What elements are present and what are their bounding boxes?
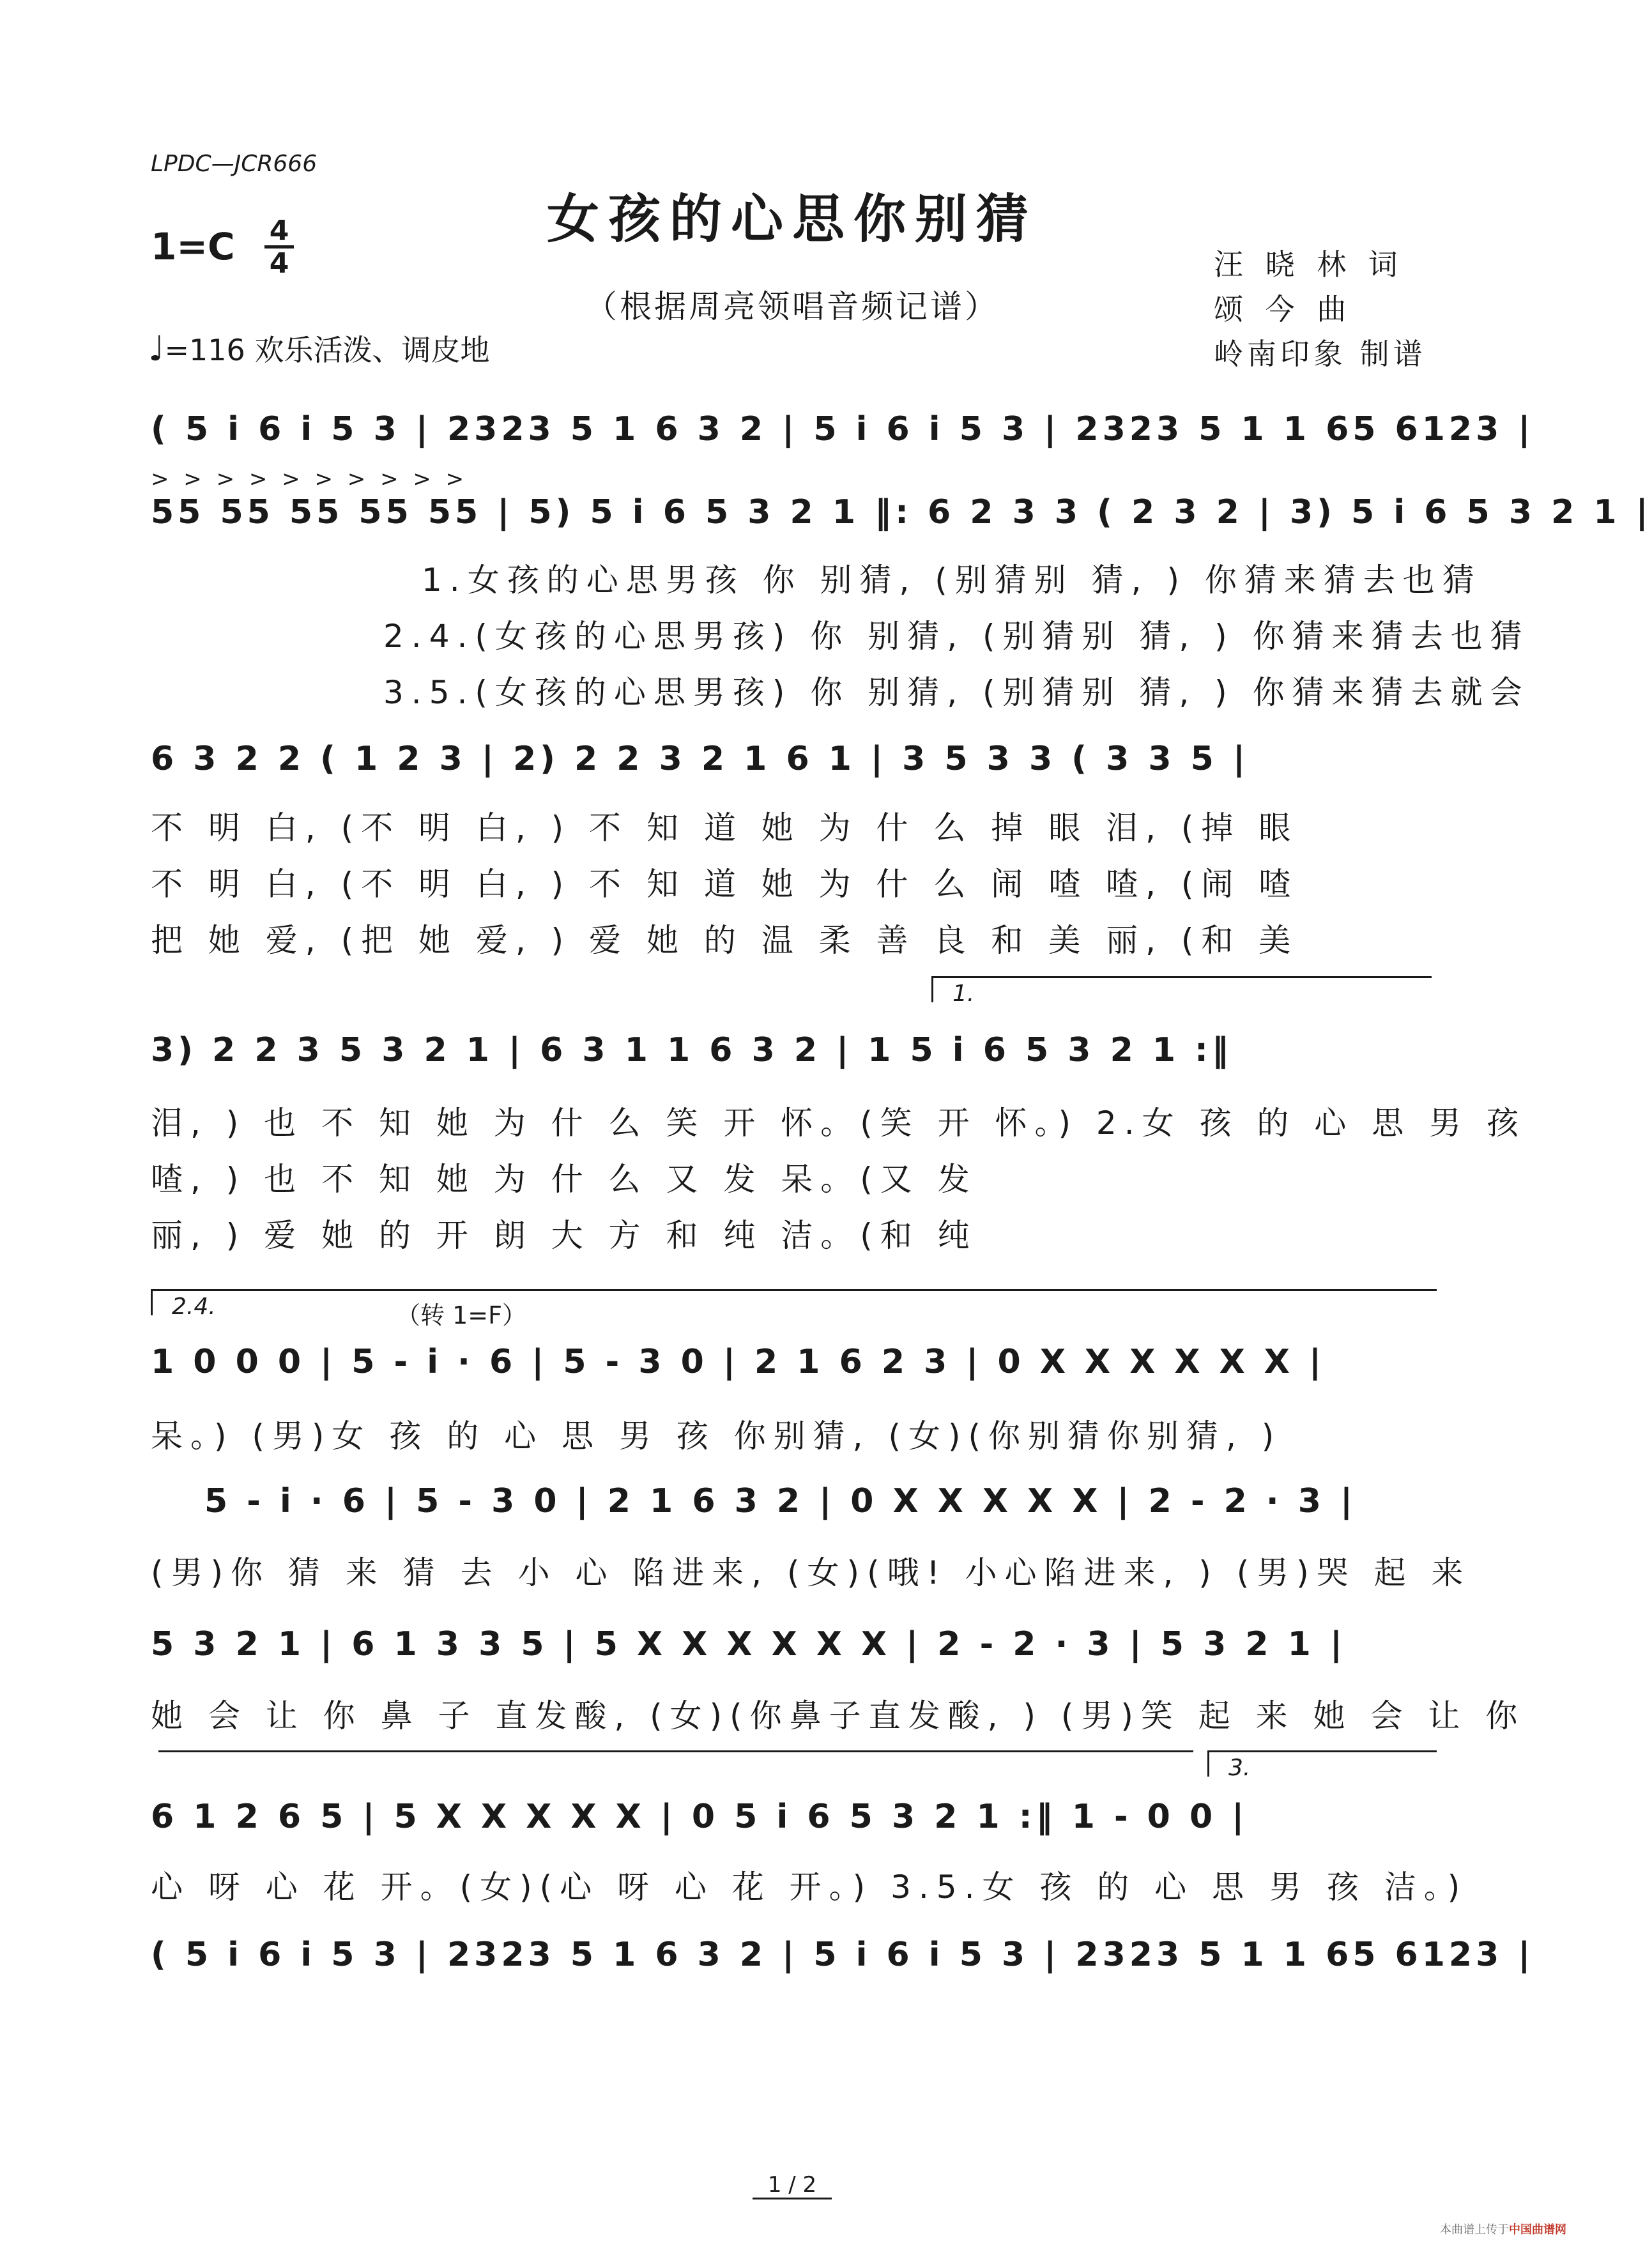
volta-bracket-3 (1207, 1750, 1437, 1781)
volta-2-4-label: 2.4. (172, 1294, 216, 1320)
system-4-lyric-2: 喳, ) 也 不 知 她 为 什 么 又 发 呆。(又 发 (151, 1161, 977, 1198)
system-7-lyric: 她 会 让 你 鼻 子 直发酸, (女)(你鼻子直发酸, ) (男)笑 起 来 她 会 让 你 (151, 1697, 1526, 1734)
watermark-site: 中国曲谱网 (1509, 2223, 1566, 2237)
volta-bracket-2-4 (151, 1289, 1437, 1320)
system-7-notes: 5 3 2 1 | 6 1 3 3 5 | 5 X X X X X X | 2 - 2 · 3 | 5 3 2 1 | (151, 1625, 1346, 1664)
score-code: LPDC—JCR666 (151, 151, 317, 177)
volta-bracket-1 (931, 976, 1432, 1007)
system-1-notes: ( 5 i 6 i 5 3 | 2323 5 1 6 3 2 | 5 i 6 i 5 3 | 2323 5 1 1 65 6123 | (151, 410, 1534, 448)
modulation-marking: （转 1=F） (396, 1301, 526, 1329)
system-2-lyric-3: 3.5.(女孩的心思男孩) 你 别猜, (别猜别 猜, ) 你猜来猜去就会 (383, 674, 1530, 711)
composer-credit: 颂 今 曲 (1214, 292, 1353, 326)
system-4-lyric-1: 泪, ) 也 不 知 她 为 什 么 笑 开 怀。(笑 开 怀。) 2.女 孩 的 心 思 男 孩 (151, 1105, 1526, 1142)
system-8-lyric: 心 呀 心 花 开。(女)(心 呀 心 花 开。) 3.5.女 孩 的 心 思 男 孩 洁。) (151, 1869, 1468, 1906)
system-6-lyric: (男)你 猜 来 猜 去 小 心 陷进来, (女)(哦! 小心陷进来, ) (男)哭 起 来 (151, 1554, 1471, 1591)
page-number-text: 1 / 2 (753, 2172, 832, 2199)
time-signature (264, 217, 294, 278)
system-4-notes: 3) 2 2 3 5 3 2 1 | 6 3 1 1 6 3 2 | 1 5 i 6 5 3 2 1 :‖ (151, 1031, 1232, 1069)
quarter-note-icon: ♩ (148, 328, 165, 369)
system-2-accents: > > > > > > > > > > (151, 466, 468, 492)
system-3-notes: 6 3 2 2 ( 1 2 3 | 2) 2 2 3 2 1 6 1 | 3 5 3 3 ( 3 3 5 | (151, 740, 1249, 778)
system-4-lyric-3: 丽, ) 爱 她 的 开 朗 大 方 和 纯 洁。(和 纯 (151, 1217, 977, 1254)
volta-1-label: 1. (952, 981, 975, 1007)
system-3-lyric-1: 不 明 白, (不 明 白, ) 不 知 道 她 为 什 么 掉 眼 泪, (掉 眼 (151, 809, 1299, 846)
meter-bottom: 4 (269, 247, 289, 280)
system-3-lyric-2: 不 明 白, (不 明 白, ) 不 知 道 她 为 什 么 闹 喳 喳, (闹 喳 (151, 866, 1299, 903)
song-subtitle: （根据周亮领唱音频记谱） (585, 288, 999, 325)
system-2-lyric-2: 2.4.(女孩的心思男孩) 你 别猜, (别猜别 猜, ) 你猜来猜去也猜 (383, 618, 1530, 655)
system-8-top-line (158, 1750, 1193, 1752)
system-2-notes: 55 55 55 55 55 | 5) 5 i 6 5 3 2 1 ‖: 6 2 3 3 ( 2 3 2 | 3) 5 i 6 5 3 2 1 | (151, 493, 1652, 532)
key-signature: 1=C (151, 225, 235, 268)
tempo-text: =116 欢乐活泼、调皮地 (164, 333, 490, 367)
volta-3-label: 3. (1228, 1755, 1251, 1781)
system-6-notes: 5 - i · 6 | 5 - 3 0 | 2 1 6 3 2 | 0 X X X X X | 2 - 2 · 3 | (204, 1482, 1357, 1520)
system-3-lyric-3: 把 她 爱, (把 她 爱, ) 爱 她 的 温 柔 善 良 和 美 丽, (和 美 (151, 922, 1299, 959)
site-watermark (1440, 2221, 1566, 2237)
system-2-lyric-1: 1.女孩的心思男孩 你 别猜, (别猜别 猜, ) 你猜来猜去也猜 (422, 562, 1482, 599)
meter-top: 4 (269, 215, 289, 247)
system-9-notes: ( 5 i 6 i 5 3 | 2323 5 1 6 3 2 | 5 i 6 i 5 3 | 2323 5 1 1 65 6123 | (151, 1936, 1534, 1974)
watermark-prefix: 本曲谱上传于 (1440, 2223, 1509, 2237)
system-5-notes: 1 0 0 0 | 5 - i · 6 | 5 - 3 0 | 2 1 6 2 3 | 0 X X X X X X | (151, 1343, 1325, 1381)
lyricist-credit: 汪 晓 林 词 (1214, 247, 1404, 282)
tempo-marking (148, 327, 489, 369)
arranger-credit: 岭南印象 制谱 (1214, 337, 1426, 371)
song-title: 女孩的心思你别猜 (546, 188, 1037, 250)
page-number (0, 2172, 1584, 2198)
system-5-lyric: 呆。) (男)女 孩 的 心 思 男 孩 你别猜, (女)(你别猜你别猜, ) (151, 1418, 1282, 1455)
system-8-notes: 6 1 2 6 5 | 5 X X X X X | 0 5 i 6 5 3 2 1 :‖ 1 - 0 0 | (151, 1798, 1248, 1836)
